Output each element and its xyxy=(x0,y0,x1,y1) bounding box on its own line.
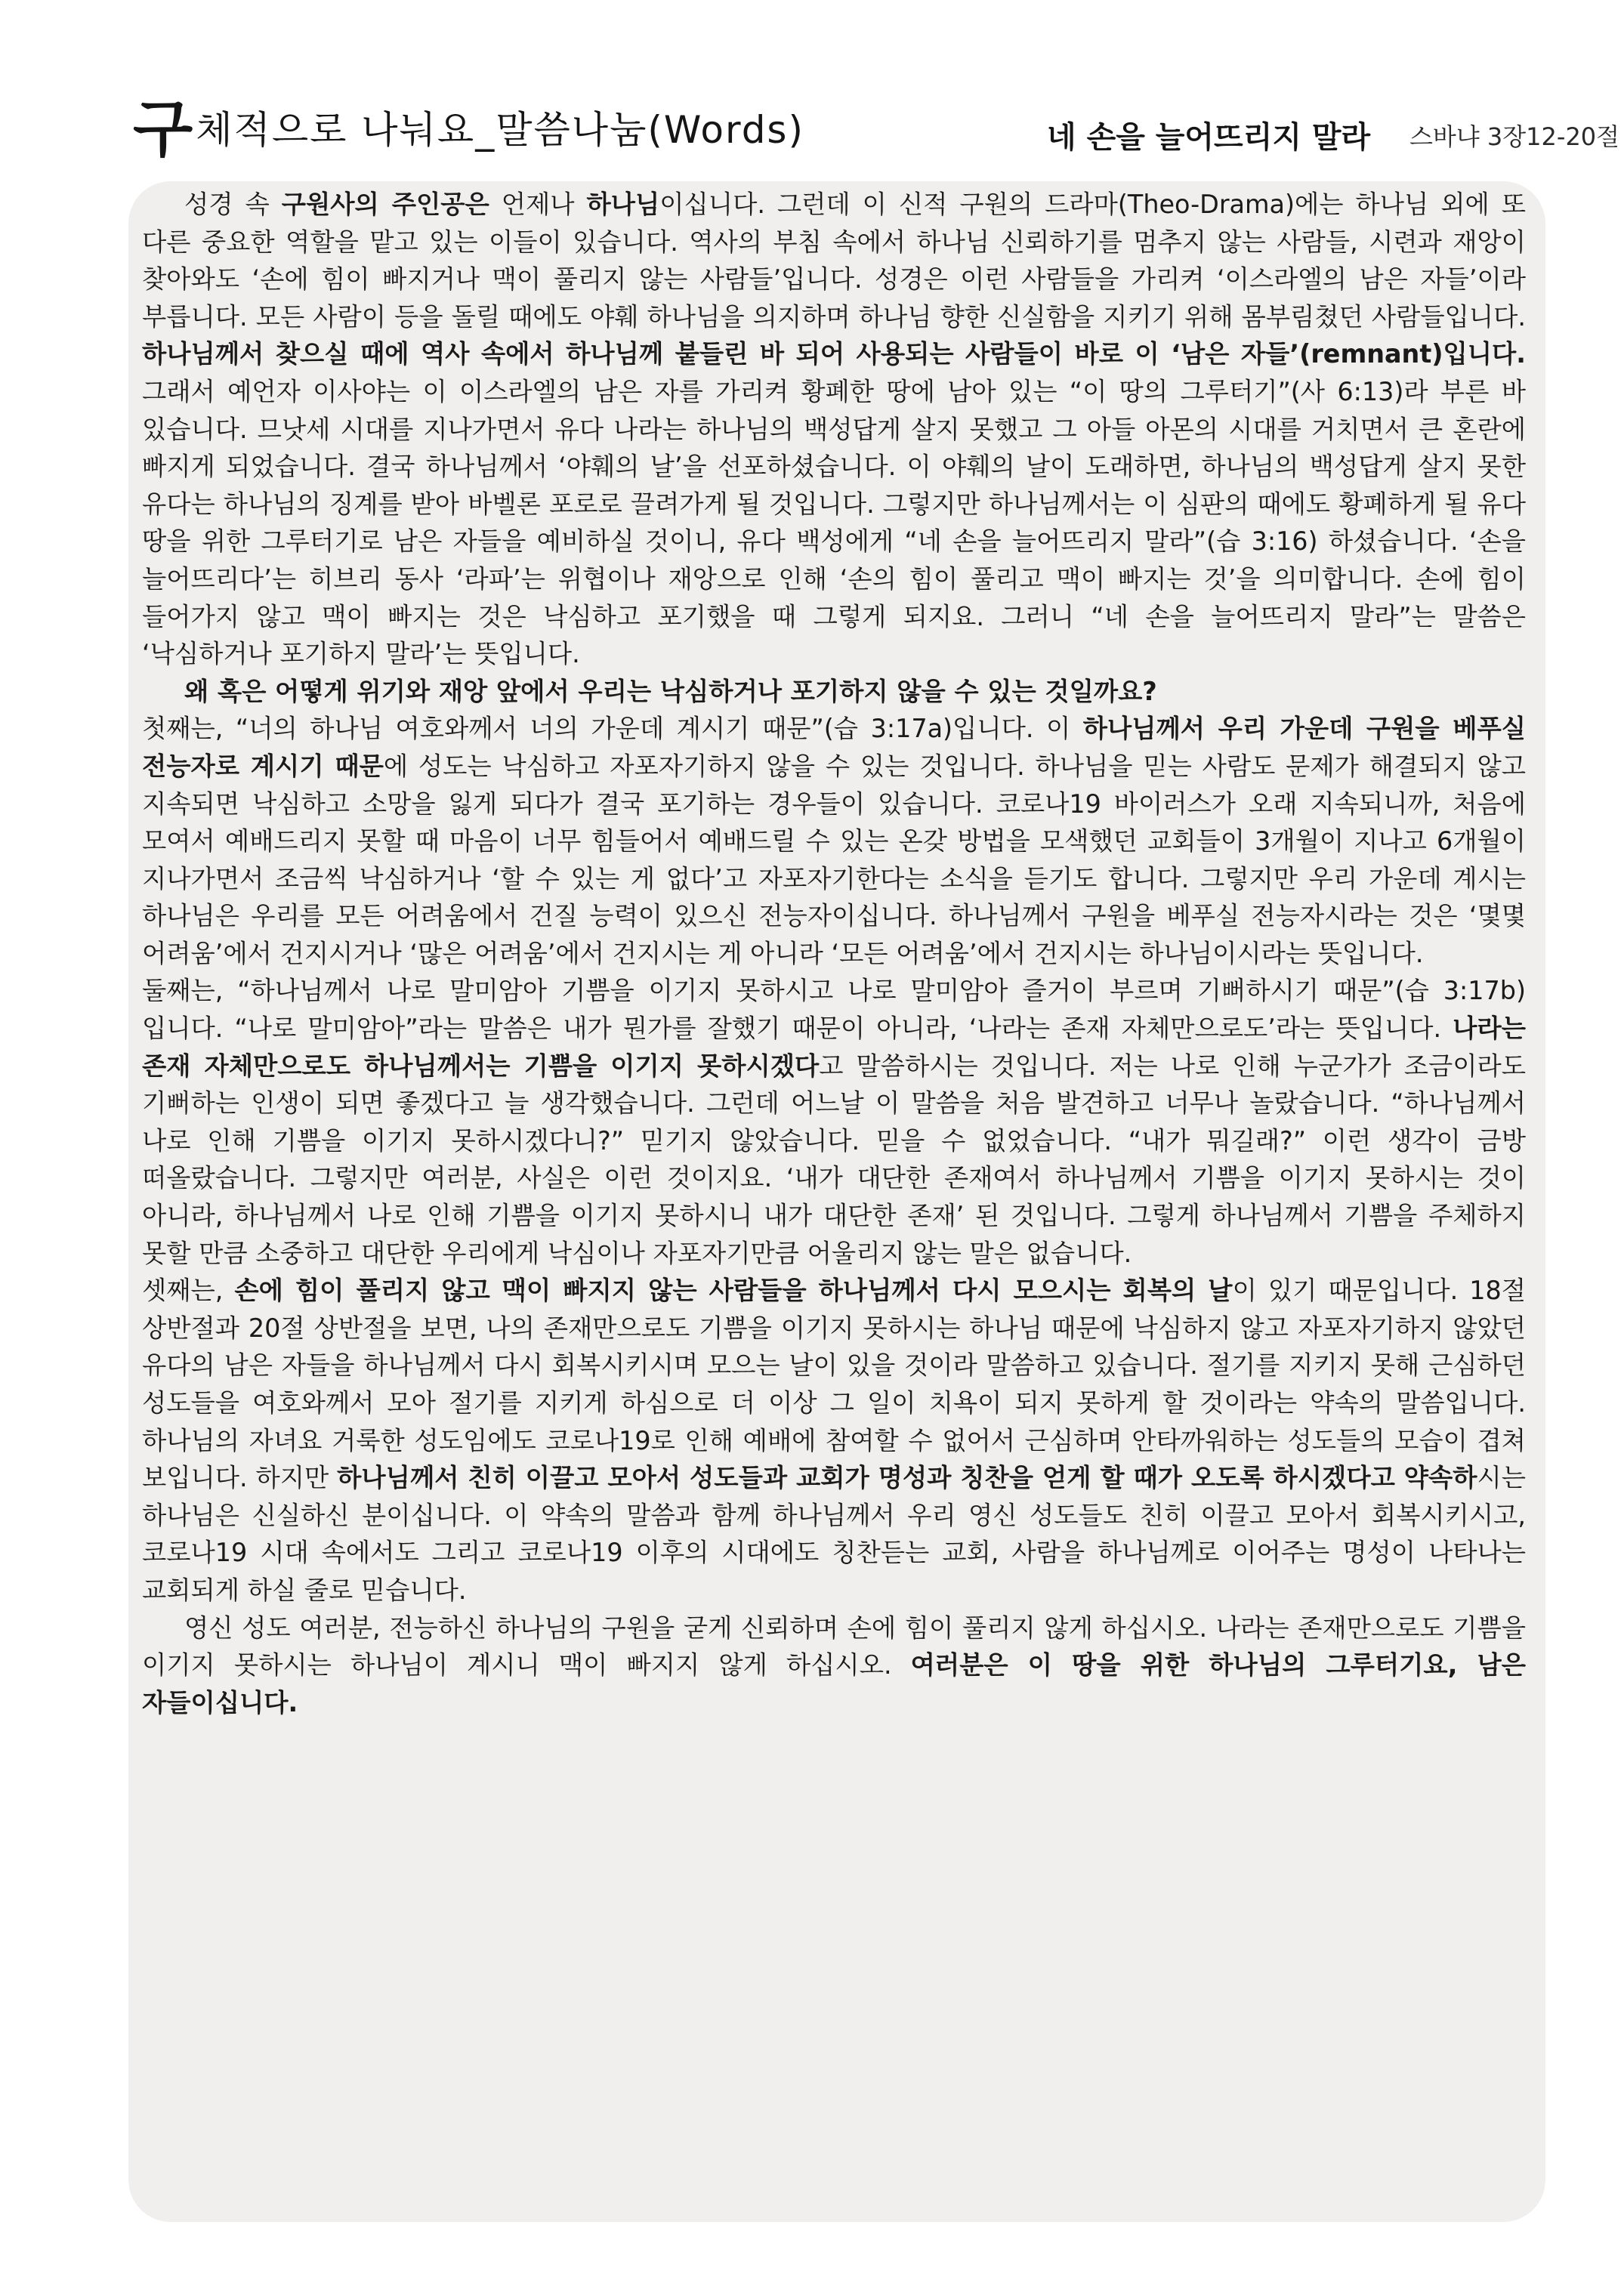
text-run: 이십니다. 그런데 이 신적 구원의 드라마(Theo-Drama)에는 하나님 외에 또 다른 중요한 역할을 맡고 있는 이들이 있습니다. 역사의 부침 속에서 하나님 신뢰하기를 멈추지 않는 사람들, 시련과 재앙이 찾아와도 ‘손에 힘이 빠지거나 맥이 풀리지 않는 사람들’입니다. 성경은 이런 사람들을 가리켜 ‘이스라엘의 남은 자들’이라 부릅니다. 모든 사람이 등을 돌릴 때에도 야훼 하나님을 의지하며 하나님 향한 신실함을 지키기 위해 몸부림쳤던 사람들입니다. xyxy=(142,190,1527,332)
emphasis-text: 나라는 존재 자체만으로도 하나님께서는 기쁨을 이기지 못하시겠다 xyxy=(142,1014,1526,1081)
article-body xyxy=(142,186,1526,1721)
series-title xyxy=(133,73,804,165)
scripture-reference: 스바냐 3장12-20절 xyxy=(1409,122,1620,151)
paragraph-first-reason xyxy=(142,710,1526,972)
emphasis-text: 여러분은 이 땅을 위한 하나님의 그루터기요, 남은 자들이십니다. xyxy=(142,1650,1526,1717)
text-run: 둘째는, “하나님께서 나로 말미암아 기쁨을 이기지 못하시고 나로 말미암아 즐거이 부르며 기뻐하시기 때문”(습 3:17b)입니다. “나로 말미암아”라는 말씀은 내가 뭔가를 잘했기 때문이 아니라, ‘나라는 존재 자체만으로도’라는 뜻입니다. xyxy=(142,976,1526,1044)
emphasis-text: 구원사의 주인공은 xyxy=(281,190,489,219)
emphasis-text: 하나님께서 친히 이끌고 모아서 성도들과 교회가 명성과 칭찬을 얻게 할 때가 오도록 하시겠다고 약속하 xyxy=(337,1463,1477,1493)
text-run: 시는 하나님은 신실하신 분이십니다. 이 약속의 말씀과 함께 하나님께서 우리 영신 성도들도 친히 이끌고 모아서 회복시키시고, 코로나19 시대 속에서도 그리고 코로나19 이후의 시대에도 칭찬듣는 교회, 사람을 하나님께로 이어주는 명성이 나타나는 교회되게 하실 줄로 믿습니다. xyxy=(142,1463,1526,1605)
paragraph-third-reason xyxy=(142,1272,1526,1609)
paragraph-second-reason xyxy=(142,972,1526,1272)
emphasis-text: 하나님께서 찾으실 때에 역사 속에서 하나님께 붙들린 바 되어 사용되는 사람들이 바로 이 ‘남은 자들’(remnant)입니다. xyxy=(142,339,1526,369)
paragraph-intro xyxy=(142,186,1526,673)
text-run: 첫째는, “너의 하나님 여호와께서 너의 가운데 계시기 때문”(습 3:17a)입니다. 이 xyxy=(142,714,1083,744)
emphasis-text: 손에 힘이 풀리지 않고 맥이 빠지지 않는 사람들을 하나님께서 다시 모으시는 회복의 날 xyxy=(234,1276,1233,1306)
series-title-rest: 체적으로 나눠요_말씀나눔(Words) xyxy=(196,108,804,152)
emphasis-text: 하나님 xyxy=(586,190,660,219)
page-header xyxy=(133,66,1620,165)
text-run: 고 말씀하시는 것입니다. 저는 나로 인해 누군가가 조금이라도 기뻐하는 인생이 되면 좋겠다고 늘 생각했습니다. 그런데 어느날 이 말씀을 처음 발견하고 너무나 놀랐습니다. “하나님께서 나로 인해 기쁨을 이기지 못하시겠다니?” 믿기지 않았습니다. 믿을 수 없었습니다. “내가 뭐길래?” 이런 생각이 금방 떠올랐습니다. 그렇지만 여러분, 사실은 이런 것이지요. ‘내가 대단한 존재여서 하나님께서 기쁨을 이기지 못하시는 것이 아니라, 하나님께서 나로 인해 기쁨을 이기지 못하시니 내가 대단한 존재’ 된 것입니다. 그렇게 하나님께서 기쁨을 주체하지 못할 만큼 소중하고 대단한 우리에게 낙심이나 자포자기만큼 어울리지 않는 말은 없습니다. xyxy=(142,1051,1526,1268)
text-run: 그래서 예언자 이사야는 이 이스라엘의 남은 자를 가리켜 황폐한 땅에 남아 있는 “이 땅의 그루터기”(사 6:13)라 부른 바 있습니다. 므낫세 시대를 지나가면서 유다 나라는 하나님의 백성답게 살지 못했고 그 아들 아몬의 시대를 거치면서 큰 혼란에 빠지게 되었습니다. 결국 하나님께서 ‘야훼의 날’을 선포하셨습니다. 이 야훼의 날이 도래하면, 하나님의 백성답게 살지 못한 유다는 하나님의 징계를 받아 바벨론 포로로 끌려가게 될 것입니다. 그렇지만 하나님께서는 이 심판의 때에도 황폐하게 될 유다 땅을 위한 그루터기로 남은 자들을 예비하실 것이니, 유다 백성에게 “네 손을 늘어뜨리지 말라”(습 3:16) 하셨습니다. ‘손을 늘어뜨리다’는 히브리 동사 ‘라파’는 위협이나 재앙으로 인해 ‘손의 힘이 풀리고 맥이 빠지는 것’을 의미합니다. 손에 힘이 들어가지 않고 맥이 빠지는 것은 낙심하고 포기했을 때 그렇게 되지요. 그러니 “네 손을 늘어뜨리지 말라”는 말씀은 ‘낙심하거나 포기하지 말라’는 뜻입니다. xyxy=(142,376,1527,669)
emphasis-text: 하나님께서 우리 가운데 구원을 베푸실 전능자로 계시기 때문 xyxy=(142,714,1526,781)
text-run: 영신 성도 여러분, 전능하신 하나님의 구원을 굳게 신뢰하며 손에 힘이 풀리지 않게 하십시오. 나라는 존재만으로도 기쁨을 이기지 못하시는 하나님이 계시니 맥이 빠지지 않게 하십시오. xyxy=(142,1613,1526,1680)
question-line: 왜 혹은 어떻게 위기와 재앙 앞에서 우리는 낙심하거나 포기하지 않을 수 있는 것일까요? xyxy=(184,676,1157,706)
text-run: 이 있기 때문입니다. 18절 상반절과 20절 상반절을 보면, 나의 존재만으로도 기쁨을 이기지 못하시는 하나님 때문에 낙심하지 않고 자포자기하지 않았던 유다의 남은 자들을 하나님께서 다시 회복시키시며 모으는 날이 있을 것이라 말씀하고 있습니다. 절기를 지키지 못해 근심하던 성도들을 여호와께서 모아 절기를 지키게 하심으로 더 이상 그 일이 치욕이 되지 못하게 할 것이라는 약속의 말씀입니다. 하나님의 자녀요 거룩한 성도임에도 코로나19로 인해 예배에 참여할 수 없어서 근심하며 안타까워하는 성도들의 모습이 겹쳐 보입니다. 하지만 xyxy=(142,1276,1526,1493)
sermon-title: 네 손을 늘어뜨리지 말라 xyxy=(1047,120,1371,155)
text-run: 셋째는, xyxy=(142,1276,235,1306)
series-title-initial: 구 xyxy=(133,94,195,165)
text-run: 에 성도는 낙심하고 자포자기하지 않을 수 있는 것입니다. 하나님을 믿는 사람도 문제가 해결되지 않고 지속되면 낙심하고 소망을 잃게 되다가 결국 포기하는 경우들이 있습니다. 코로나19 바이러스가 오래 지속되니까, 처음에 모여서 예배드리지 못할 때 마음이 너무 힘들어서 예배드릴 수 있는 온갖 방법을 모색했던 교회들이 3개월이 지나고 6개월이 지나가면서 조금씩 낙심하거나 ‘할 수 있는 게 없다’고 자포자기한다는 소식을 듣기도 합니다. 그렇지만 우리 가운데 계시는 하나님은 우리를 모든 어려움에서 건질 능력이 있으신 전능자이십니다. 하나님께서 구원을 베푸실 전능자시라는 것은 ‘몇몇 어려움’에서 건지시거나 ‘많은 어려움’에서 건지시는 게 아니라 ‘모든 어려움’에서 건지시는 하나님이시라는 뜻입니다. xyxy=(142,751,1527,968)
text-run: 성경 속 xyxy=(184,190,282,219)
text-run: 언제나 xyxy=(489,190,587,219)
paragraph-conclusion xyxy=(142,1609,1526,1722)
